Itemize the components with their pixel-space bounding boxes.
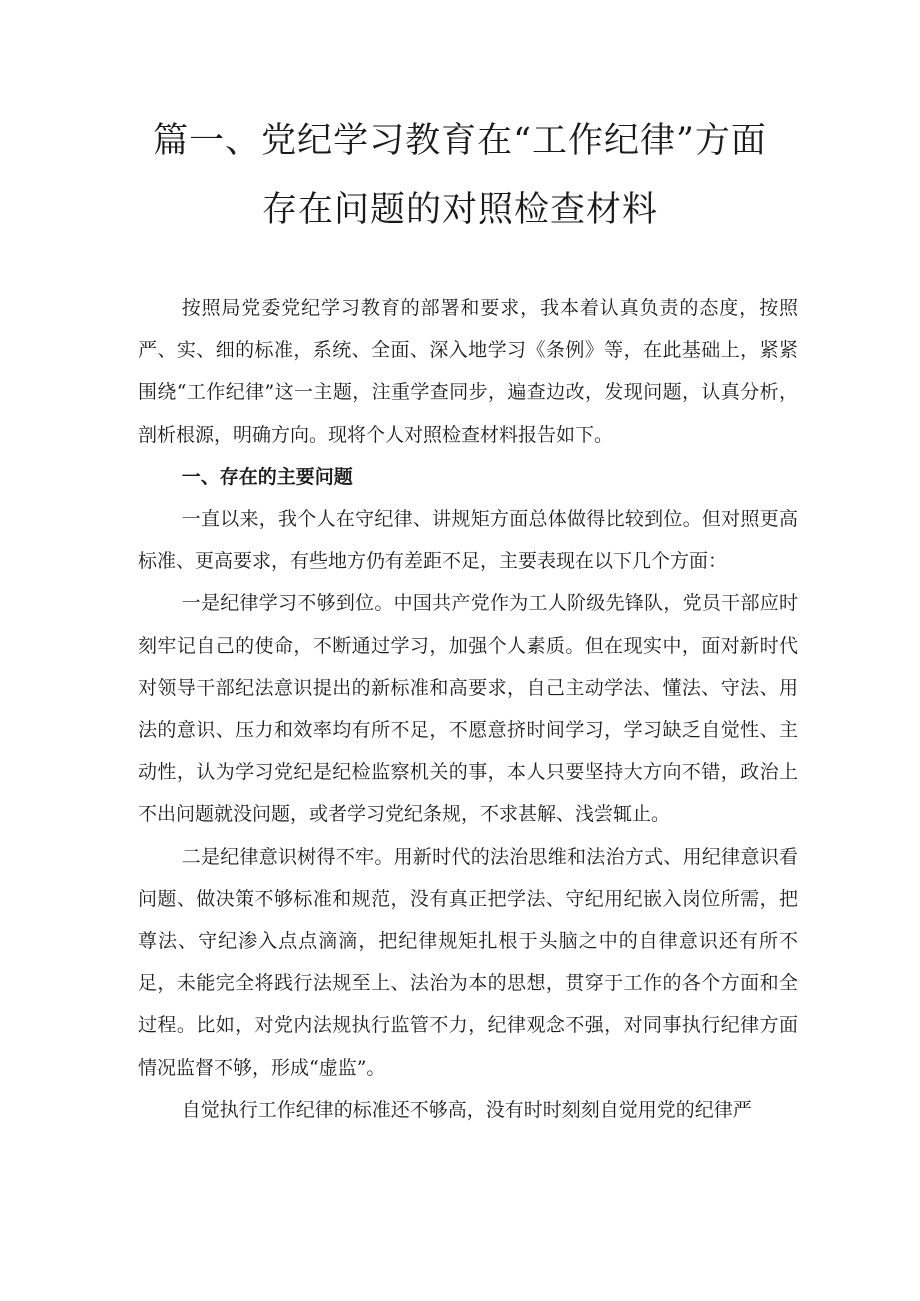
section-heading-main-problems: 一、存在的主要问题 [181,465,353,488]
paragraph-intro: 按照局党委党纪学习教育的部署和要求，我本着认真负责的态度，按照严、实、细的标准，系统、全面、深入地学习《条例》等，在此基础上，紧紧围绕“工作纪律”这一主题，注重学查同步，遍查边改，发现问题，认真分析，剖析根源，明确方向。现将个人对照检查材料报告如下。 [138,297,798,446]
paragraph-point-two: 二是纪律意识树得不牢。用新时代的法治思维和法治方式、用纪律意识看问题、做决策不够标准和规范，没有真正把学法、守纪用纪嵌入岗位所需，把尊法、守纪渗入点点滴滴，把纪律规矩扎根于头脑之中的自律意识还有所不足，未能完全将践行法规至上、法治为本的思想，贯穿于工作的各个方面和全过程。比如，对党内法规执行监管不力，纪律观念不强，对同事执行纪律方面情况监督不够，形成“虚监”。 [138,845,798,1079]
document-title-line-1: 篇一、党纪学习教育在“工作纪律”方面 [153,121,767,161]
paragraph-continued: 自觉执行工作纪律的标准还不够高，没有时时刻刻自觉用党的纪律严 [181,1098,752,1121]
document-body [138,287,798,1131]
paragraph-overview: 一直以来，我个人在守纪律、讲规矩方面总体做得比较到位。但对照更高标准、更高要求，有些地方仍有差距不足，主要表现在以下几个方面： [138,508,798,573]
paragraph-point-one: 一是纪律学习不够到位。中国共产党作为工人阶级先锋队，党员干部应时刻牢记自己的使命，不断通过学习，加强个人素质。但在现实中，面对新时代对领导干部纪法意识提出的新标准和高要求，自己主动学法、懂法、守法、用法的意识、压力和效率均有所不足，不愿意挤时间学习，学习缺乏自觉性、主动性，认为学习党纪是纪检监察机关的事，本人只要坚持大方向不错，政治上不出问题就没问题，或者学习党纪条规，不求甚解、浅尝辄止。 [138,592,798,826]
document-title-line-2: 存在问题的对照检查材料 [261,190,658,230]
